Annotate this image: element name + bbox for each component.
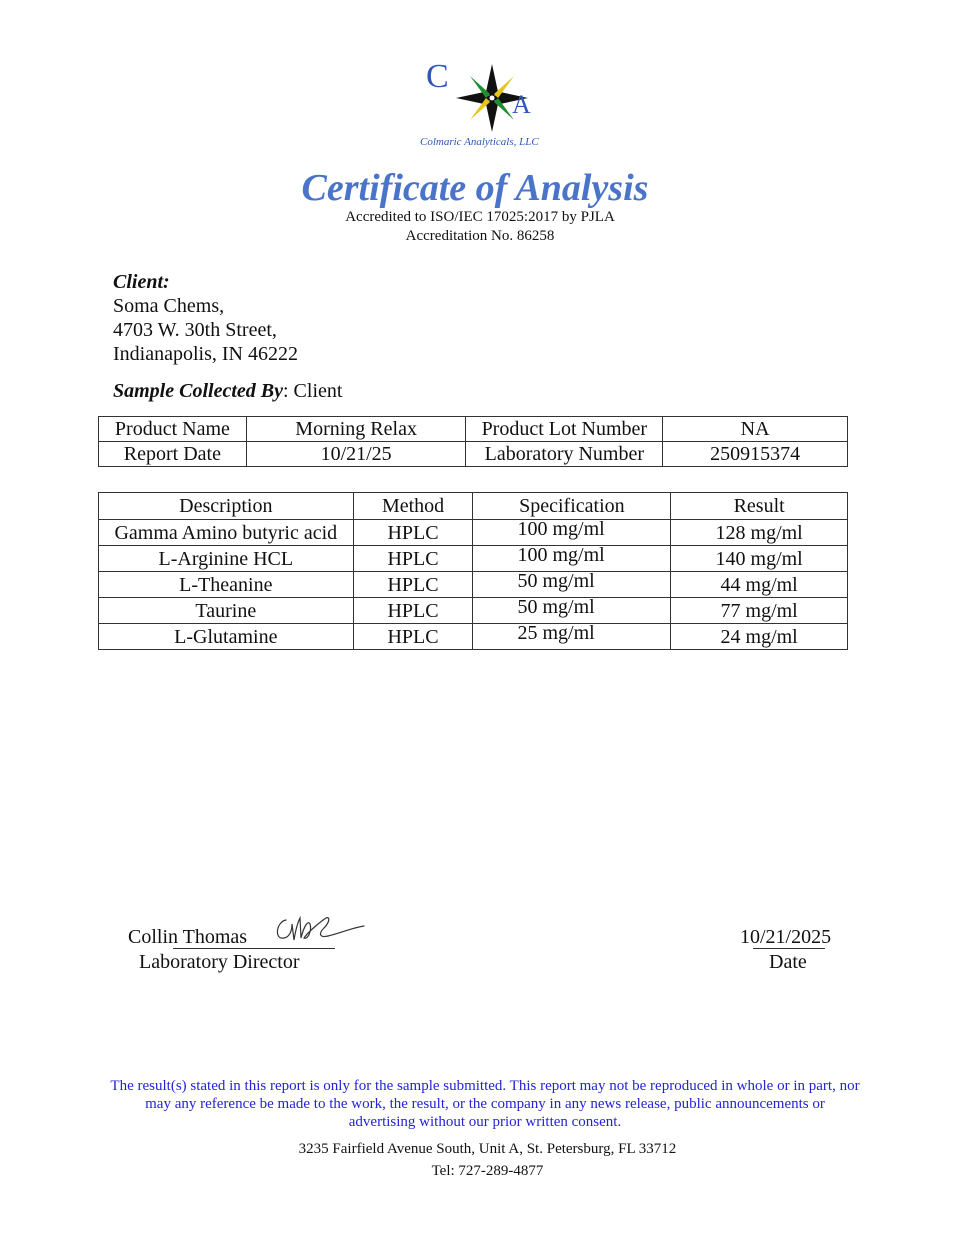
result-cell: 24 mg/ml <box>671 624 848 650</box>
description-cell: L-Theanine <box>99 572 354 598</box>
specification-cell: 100 mg/ml <box>473 520 671 546</box>
page-title: Certificate of Analysis <box>301 167 649 209</box>
method-cell: HPLC <box>353 546 473 572</box>
lab-address: 3235 Fairfield Avenue South, Unit A, St. Petersburg, FL 33712 <box>298 1141 677 1157</box>
disclaimer-text: The result(s) stated in this report is only for the sample submitted. This report may not be reproduced in whole or in part, nor may any reference be made to the work, the result, or the company in any news release, public announcements or advertising without our prior written consent. <box>110 1078 860 1130</box>
method-cell: HPLC <box>353 598 473 624</box>
lab-phone: Tel: 727-289-4877 <box>431 1163 544 1179</box>
sample-collected-label: Sample Collected By <box>113 380 283 402</box>
table-row <box>99 598 848 624</box>
report-date-label: Report Date <box>99 442 247 467</box>
logo-company-name: Colmaric Analyticals, LLC <box>420 136 539 148</box>
lot-number-label: Product Lot Number <box>466 417 663 442</box>
specification-cell: 50 mg/ml <box>473 598 671 624</box>
product-name-label: Product Name <box>99 417 247 442</box>
column-header-method: Method <box>353 493 473 520</box>
results-header-row <box>99 493 848 520</box>
lot-number-value: NA <box>663 417 848 442</box>
description-cell: Taurine <box>99 598 354 624</box>
date-line <box>753 948 825 949</box>
product-info-table <box>98 416 848 467</box>
report-date-value: 10/21/25 <box>246 442 466 467</box>
accreditation-text: Accredited to ISO/IEC 17025:2017 by PJLA <box>345 209 615 225</box>
handwritten-signature <box>268 910 368 946</box>
table-row <box>99 572 848 598</box>
method-cell: HPLC <box>353 572 473 598</box>
logo-letter-a: A <box>512 90 531 119</box>
specification-cell: 25 mg/ml <box>473 624 671 650</box>
client-name: Soma Chems, <box>113 295 225 317</box>
method-cell: HPLC <box>353 624 473 650</box>
sample-collected-value: Client <box>293 380 343 402</box>
table-row <box>99 442 848 467</box>
logo-letter-c: C <box>426 58 449 95</box>
lab-number-label: Laboratory Number <box>466 442 663 467</box>
result-cell: 128 mg/ml <box>671 520 848 546</box>
table-row <box>99 624 848 650</box>
signature-date: 10/21/2025 <box>740 926 832 948</box>
column-header-specification: Specification <box>473 493 671 520</box>
column-header-description: Description <box>99 493 354 520</box>
description-cell: L-Glutamine <box>99 624 354 650</box>
signature-line <box>173 948 335 949</box>
result-cell: 140 mg/ml <box>671 546 848 572</box>
signer-name: Collin Thomas <box>128 926 248 948</box>
product-name-value: Morning Relax <box>246 417 466 442</box>
results-table <box>98 492 848 650</box>
method-cell: HPLC <box>353 520 473 546</box>
sample-collected-separator: : <box>282 380 289 402</box>
company-logo <box>420 58 550 158</box>
client-city: Indianapolis, IN 46222 <box>113 343 298 365</box>
client-label: Client: <box>113 271 170 293</box>
sample-collected <box>113 380 342 403</box>
lab-number-value: 250915374 <box>663 442 848 467</box>
specification-cell: 50 mg/ml <box>473 572 671 598</box>
result-cell: 77 mg/ml <box>671 598 848 624</box>
table-row <box>99 520 848 546</box>
description-cell: Gamma Amino butyric acid <box>99 520 354 546</box>
column-header-result: Result <box>671 493 848 520</box>
result-cell: 44 mg/ml <box>671 572 848 598</box>
specification-cell: 100 mg/ml <box>473 546 671 572</box>
client-street: 4703 W. 30th Street, <box>113 319 277 341</box>
accreditation-number: Accreditation No. 86258 <box>405 228 555 244</box>
description-cell: L-Arginine HCL <box>99 546 354 572</box>
table-row <box>99 546 848 572</box>
table-row <box>99 417 848 442</box>
signer-title: Laboratory Director <box>139 951 300 973</box>
date-label: Date <box>769 951 807 973</box>
